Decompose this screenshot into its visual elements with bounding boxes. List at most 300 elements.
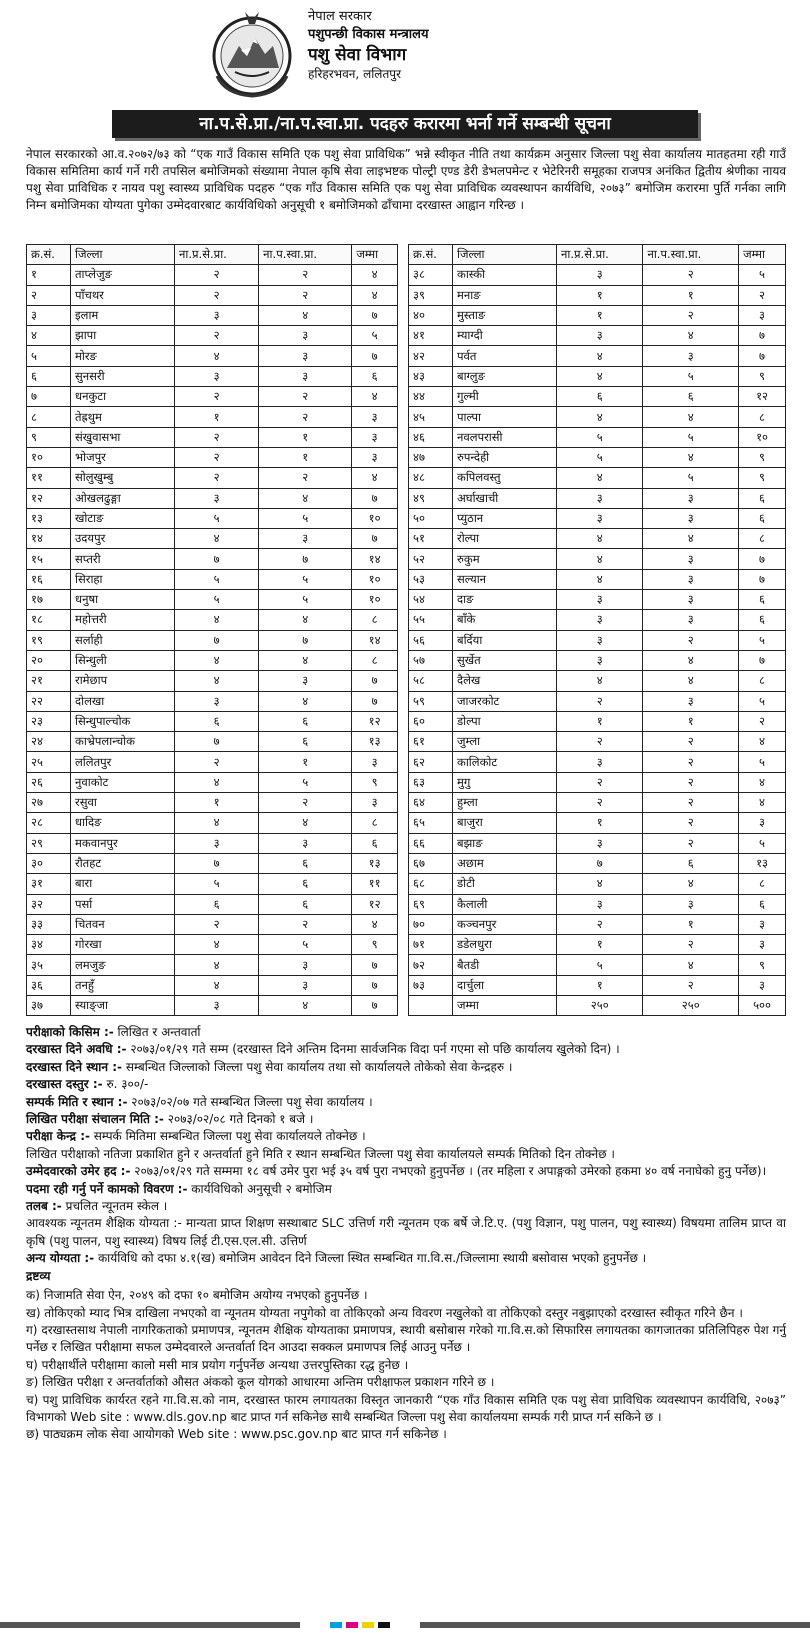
intro-paragraph: नेपाल सरकारको आ.व.२०७२/७३ को “एक गाउँ विकास समिति एक पशु सेवा प्राविधिक” भन्ने स्वीकृत नीति तथा कार्यक्रम अनुसार जिल्ला पशु सेवा कार्यालय मातहतमा रही गाउँ विकास समितिमा कार्य गर्ने गरी तपसिल बमोजिमको संख्यामा नेपाल कृषि सेवा लाइभष्टक पोल्ट्री एण्ड डेरी डेभलपमेन्ट र भेटेरिनरी समूहका राजपत्र अनंकित द्वितीय श्रेणीका नायव पशु सेवा प्राविधिक र नायव पशु स्वास्थ्य प्राविधिक पदहरु “एक गाँउ विकास समिति एक पशु सेवा प्राविधिक व्यवस्थापन कार्यविधि, २०७३” बमोजिम करारमा पुर्ति गर्नका लागि निम्न बमोजिमका योग्यता पुगेका उम्मेदवारबाट कार्यविधिको अनुसूची १ बमोजिमको ढाँचामा दरखास्त आह्वान गरिन्छ । [26,147,786,212]
cell-col1: ४ [175,650,259,670]
cell-col2: २ [643,752,739,772]
cell-col1: ३ [557,508,643,528]
cell-sn: ६९ [409,894,453,914]
cell-district: सर्लाही [71,630,175,650]
table-row [409,874,786,894]
header-sn: क्र.सं. [27,245,71,265]
cell-sn: २० [27,650,71,670]
notes-heading: द्रष्टव्य [26,1268,51,1283]
cell-district: पाँचथर [71,285,175,305]
detail-row [26,1198,786,1215]
cell-total: ४ [352,914,398,934]
cell-col1: ७ [175,549,259,569]
cell-district: महोत्तरी [71,610,175,630]
header-col2: ना.प.स्वा.प्रा. [259,245,352,265]
cell-col1: १ [557,305,643,325]
cell-district: अछाम [453,853,557,873]
cell-col2: २ [643,305,739,325]
cell-sn: ५२ [409,549,453,569]
table-row [27,935,398,955]
note-item: क) निजामति सेवा ऐन, २०४९ को दफा १० बमोजिम अयोग्य नभएको हुनुपर्नेछ । [26,1288,368,1303]
cell-col2: १ [259,427,352,447]
cell-district: गुल्मी [453,387,557,407]
cell-district: धनकुटा [71,387,175,407]
cell-sn: ३४ [27,935,71,955]
cell-district: पर्वत [453,346,557,366]
table-row [409,265,786,285]
detail-row [26,1181,786,1198]
cell-district: सोलुखुम्बु [71,468,175,488]
cell-district: दार्चुला [453,975,557,995]
cell-sn: ६ [27,366,71,386]
cell-district: जाजरकोट [453,691,557,711]
cell-sn: १८ [27,610,71,630]
header-ministry: पशुपन्छी विकास मन्त्रालय [308,27,429,42]
cell-col2: १ [643,914,739,934]
cell-col2: ४ [259,610,352,630]
cell-sn: ३५ [27,955,71,975]
cell-sn: ५ [27,346,71,366]
cell-sn: २६ [27,772,71,792]
cell-sn: २ [27,285,71,305]
cell-total: ३ [739,975,786,995]
cell-total: ५ [739,265,786,285]
cell-total: १२ [739,387,786,407]
table-row [409,387,786,407]
cell-total: ४ [352,468,398,488]
table-row [27,671,398,691]
cell-sn: ५८ [409,671,453,691]
cell-sn: २९ [27,833,71,853]
cell-col1: २ [557,691,643,711]
table-row [409,529,786,549]
cell-district: बाँके [453,610,557,630]
cell-col1: ४ [557,468,643,488]
note-item: ख) तोकिएको म्याद भित्र दाखिला नभएको वा न्यूनतम योग्यता नपुगेको वा तोकिएको अन्य विवरण नखुलेको वा तोकिएको दस्तुर नबुझाएको दरखास्त स्वीकृत गरिने छैन । [26,1305,743,1320]
cell-col1: १ [175,793,259,813]
cell-col1: ४ [557,529,643,549]
cell-col1: ४ [557,366,643,386]
cell-total: ३ [739,305,786,325]
cell-col1: २ [557,732,643,752]
cell-col2: ३ [259,346,352,366]
cell-col1: १ [557,813,643,833]
detail-row [26,1163,786,1180]
cell-col2: ४ [643,874,739,894]
cell-district: काभ्रेपलान्चोक [71,732,175,752]
detail-label: तलब :- [26,1199,62,1214]
cell-total: १३ [739,853,786,873]
table-row [409,590,786,610]
table-row [27,711,398,731]
table-row [409,671,786,691]
cell-total: २ [739,285,786,305]
detail-row [26,1041,786,1058]
table-row [27,772,398,792]
cell-col1: २ [175,326,259,346]
cell-col2: २ [643,265,739,285]
table-row [409,650,786,670]
cell-col2: ४ [643,650,739,670]
cell-col2: ३ [643,590,739,610]
cell-total: ७ [352,671,398,691]
cell-col1: २ [175,285,259,305]
cell-col1: ४ [557,569,643,589]
cell-district: संखुवासभा [71,427,175,447]
detail-text: कार्यविधिको अनुसूची २ बमोजिम [187,1181,332,1196]
cell-col2: ३ [259,529,352,549]
cell-col2: १ [643,285,739,305]
total-cell-empty [409,995,453,1015]
detail-row [26,1111,786,1128]
cell-total: ८ [739,874,786,894]
cell-district: चितवन [71,914,175,934]
detail-label: दरखास्त दस्तुर :- [26,1077,103,1092]
header-address: हरिहरभवन, ललितपुर [308,67,402,81]
cell-col1: १ [175,407,259,427]
cell-district: मनाङ [453,285,557,305]
table-row [409,346,786,366]
cell-district: हुम्ला [453,793,557,813]
cell-total: ८ [352,650,398,670]
cell-district: दैलेख [453,671,557,691]
cell-col2: ६ [259,711,352,731]
cell-col1: ३ [557,630,643,650]
cell-col2: ३ [643,346,739,366]
cell-district: कास्की [453,265,557,285]
cell-sn: ४३ [409,366,453,386]
cell-district: मकवानपुर [71,833,175,853]
table-row [27,549,398,569]
cell-sn: ५५ [409,610,453,630]
cell-sn: ४४ [409,387,453,407]
cell-sn: ७३ [409,975,453,995]
cell-sn: १६ [27,569,71,589]
detail-text: २०७३/०२/०७ गते सम्बन्धित जिल्ला पशु सेवा कार्यालय । [127,1094,373,1109]
cell-sn: ३ [27,305,71,325]
cell-col1: १ [557,975,643,995]
table-row [409,691,786,711]
table-row [27,407,398,427]
cell-district: बाग्लुङ [453,366,557,386]
cell-col1: ५ [175,590,259,610]
detail-row [26,1024,786,1041]
table-row [27,752,398,772]
cell-col2: २ [643,732,739,752]
cell-district: डोटी [453,874,557,894]
table-row [27,265,398,285]
detail-row [26,1128,786,1145]
cell-col1: ३ [175,691,259,711]
header-col2: ना.प.स्वा.प्रा. [643,245,739,265]
cell-district: नवलपरासी [453,427,557,447]
cell-total: १२ [352,894,398,914]
cell-col1: ३ [557,833,643,853]
cell-col2: ६ [259,894,352,914]
cell-col2: ४ [643,529,739,549]
cell-col2: ५ [643,366,739,386]
detail-row [26,1215,786,1250]
table-row [27,529,398,549]
cell-district: गोरखा [71,935,175,955]
cell-sn: ३३ [27,914,71,934]
total-row [409,995,786,1015]
cell-district: रौतहट [71,853,175,873]
cell-district: डडेलधुरा [453,935,557,955]
cell-col2: ५ [643,468,739,488]
cell-sn: ४८ [409,468,453,488]
cell-total: ५ [739,833,786,853]
detail-label: दरखास्त दिने अवधि :- [26,1042,127,1057]
cell-col1: २ [557,793,643,813]
cell-total: ३ [352,447,398,467]
note-item: छ) पाठ्यक्रम लोक सेवा आयोगको Web site : www.psc.gov.np बाट प्राप्त गर्न सकिनेछ । [26,1427,447,1442]
cell-col1: २ [175,752,259,772]
cell-col2: ३ [259,975,352,995]
cell-col2: ७ [259,549,352,569]
cell-total: ४ [352,387,398,407]
cell-total: ९ [739,447,786,467]
detail-label: परीक्षाको किसिम :- [26,1025,114,1039]
cell-total: ११ [352,874,398,894]
cell-col2: २ [259,468,352,488]
cell-total: ४ [739,793,786,813]
notes-list [26,1287,786,1444]
cell-total: ९ [352,935,398,955]
header-total: जम्मा [739,245,786,265]
cell-district: दाङ [453,590,557,610]
cell-sn: १५ [27,549,71,569]
cell-col1: १ [557,285,643,305]
cell-total: ९ [352,772,398,792]
cell-col2: २ [259,265,352,285]
header-department: पशु सेवा विभाग [308,45,407,65]
cell-total: ४ [739,732,786,752]
table-row [27,793,398,813]
table-row [27,650,398,670]
cell-col2: २ [259,285,352,305]
cell-col1: ४ [557,407,643,427]
cell-sn: ६३ [409,772,453,792]
header-col1: ना.प्र.से.प्रा. [175,245,259,265]
cell-total: ७ [352,955,398,975]
table-row [27,305,398,325]
cell-sn: १० [27,447,71,467]
cell-sn: १२ [27,488,71,508]
cell-col1: ३ [557,894,643,914]
cell-sn: ४९ [409,488,453,508]
table-row [409,935,786,955]
cell-sn: ७० [409,914,453,934]
cell-col1: ४ [175,529,259,549]
cell-col2: २ [643,833,739,853]
table-row [27,488,398,508]
cell-col2: ३ [643,610,739,630]
cell-col1: ४ [557,874,643,894]
table-row [409,772,786,792]
cell-sn: १४ [27,529,71,549]
cell-district: रोल्पा [453,529,557,549]
cell-col2: ६ [259,853,352,873]
cell-sn: ४७ [409,447,453,467]
cell-col2: २ [259,407,352,427]
cell-col2: ५ [259,508,352,528]
cell-district: बारा [71,874,175,894]
cell-col1: २ [557,772,643,792]
cell-total: ६ [739,488,786,508]
detail-text: लिखित परीक्षाको नतिजा प्रकाशित हुने र अन्तर्वार्ता हुने मिति र स्थान सम्बन्धित जिल्ला पशु सेवा कार्यालयले सम्पर्क मितिको दिन तोक्नेछ । [26,1146,615,1161]
cell-total: ३ [739,914,786,934]
total-label: जम्मा [453,995,557,1015]
cell-district: पर्सा [71,894,175,914]
cell-col1: १ [557,711,643,731]
detail-label: पदमा रही गर्नु पर्ने कामको विवरण :- [26,1181,188,1196]
cell-district: तनहुँ [71,975,175,995]
table-row [409,975,786,995]
cell-total: ७ [739,650,786,670]
district-table-left [26,244,398,1016]
detail-text: २०७३/०२/०८ गते दिनको १ बजे । [163,1112,314,1127]
cell-total: १४ [352,630,398,650]
cell-sn: १ [27,265,71,285]
cell-sn: ४६ [409,427,453,447]
table-row [409,305,786,325]
cell-sn: ५३ [409,569,453,589]
cell-district: सिन्धुली [71,650,175,670]
cell-col1: ५ [175,569,259,589]
detail-text: रु. ३००/- [102,1077,149,1092]
cell-col1: ३ [557,650,643,670]
cell-sn: ३० [27,853,71,873]
cell-col1: ३ [175,488,259,508]
cell-district: तेह्रथुम [71,407,175,427]
cell-col1: २ [175,387,259,407]
cell-sn: २३ [27,711,71,731]
cell-total: ७ [352,305,398,325]
table-row [409,508,786,528]
detail-label: दरखास्त दिने स्थान :- [26,1059,123,1074]
table-row [27,508,398,528]
cell-sn: २७ [27,793,71,813]
cell-sn: ६८ [409,874,453,894]
cell-total: ६ [739,610,786,630]
cell-total: ८ [739,671,786,691]
table-row [409,914,786,934]
cell-total: ७ [739,549,786,569]
table-row [409,326,786,346]
cell-col2: २ [643,813,739,833]
detail-label: सम्पर्क मिति र स्थान :- [26,1094,128,1109]
cell-total: ६ [352,833,398,853]
cell-col2: ६ [259,732,352,752]
cell-sn: ४५ [409,407,453,427]
cell-district: कपिलवस्तु [453,468,557,488]
cell-district: झापा [71,326,175,346]
table-row [27,853,398,873]
cell-col2: ४ [259,813,352,833]
header-total: जम्मा [352,245,398,265]
cell-sn: १३ [27,508,71,528]
table-row [409,630,786,650]
table-row [409,569,786,589]
cell-total: ३ [352,427,398,447]
cell-total: ७ [352,488,398,508]
cell-sn: ५७ [409,650,453,670]
table-row [27,955,398,975]
detail-text: सम्पर्क मितिमा सम्बन्धित जिल्ला पशु सेवा कार्यालयले तोक्नेछ । [89,1129,366,1144]
district-table-right [408,244,786,1016]
cell-col1: ७ [175,853,259,873]
note-item: घ) परीक्षार्थीले परीक्षामा कालो मसी मात्र प्रयोग गर्नुपर्नेछ अन्यथा उत्तरपुस्तिका रद्ध हुनेछ । [26,1357,409,1372]
cell-sn: ३८ [409,265,453,285]
table-header-row [27,245,398,265]
cell-sn: ६० [409,711,453,731]
cell-sn: ६५ [409,813,453,833]
cell-col2: ५ [259,569,352,589]
cell-col2: २ [259,793,352,813]
cell-sn: ७१ [409,935,453,955]
cell-col1: ४ [175,955,259,975]
cell-col1: ४ [557,671,643,691]
cell-col1: ६ [175,711,259,731]
cell-col2: १ [643,711,739,731]
cell-col2: ३ [259,671,352,691]
cell-col2: ३ [643,894,739,914]
cell-district: खोटाङ [71,508,175,528]
detail-row [26,1146,786,1163]
table-row [27,447,398,467]
cell-total: ५ [352,326,398,346]
cell-col1: २ [175,447,259,467]
cell-sn: ३७ [27,995,71,1015]
cell-col2: १ [259,752,352,772]
table-row [27,995,398,1015]
cell-col1: ४ [557,549,643,569]
cell-district: बर्दिया [453,630,557,650]
cell-sn: २४ [27,732,71,752]
detail-label: परीक्षा केन्द्र :- [26,1129,90,1144]
table-row [409,732,786,752]
cell-col2: ५ [643,427,739,447]
detail-row [26,1076,786,1093]
table-row [27,691,398,711]
cell-col1: २ [557,914,643,934]
table-row [27,732,398,752]
cell-district: मोरङ [71,346,175,366]
cell-col2: ४ [259,488,352,508]
table-row [409,813,786,833]
cell-district: बझाङ [453,833,557,853]
cell-col2: १ [259,447,352,467]
table-row [27,346,398,366]
table-row [27,833,398,853]
cell-total: १० [739,427,786,447]
cell-col2: २ [643,975,739,995]
cell-col2: ४ [643,407,739,427]
cell-col1: ४ [175,346,259,366]
table-row [409,427,786,447]
cell-col1: ४ [175,813,259,833]
notice-details [26,1024,786,1444]
cell-total: ७ [352,346,398,366]
cell-col2: ३ [259,833,352,853]
notice-title: ना.प.से.प्रा./ना.प.स्वा.प्रा. पदहरु करारमा भर्ना गर्ने सम्बन्धी सूचना [112,110,698,138]
table-row [27,975,398,995]
cell-total: ८ [739,529,786,549]
cell-district: रुकुम [453,549,557,569]
cell-col1: ५ [175,508,259,528]
cell-col1: ५ [175,874,259,894]
